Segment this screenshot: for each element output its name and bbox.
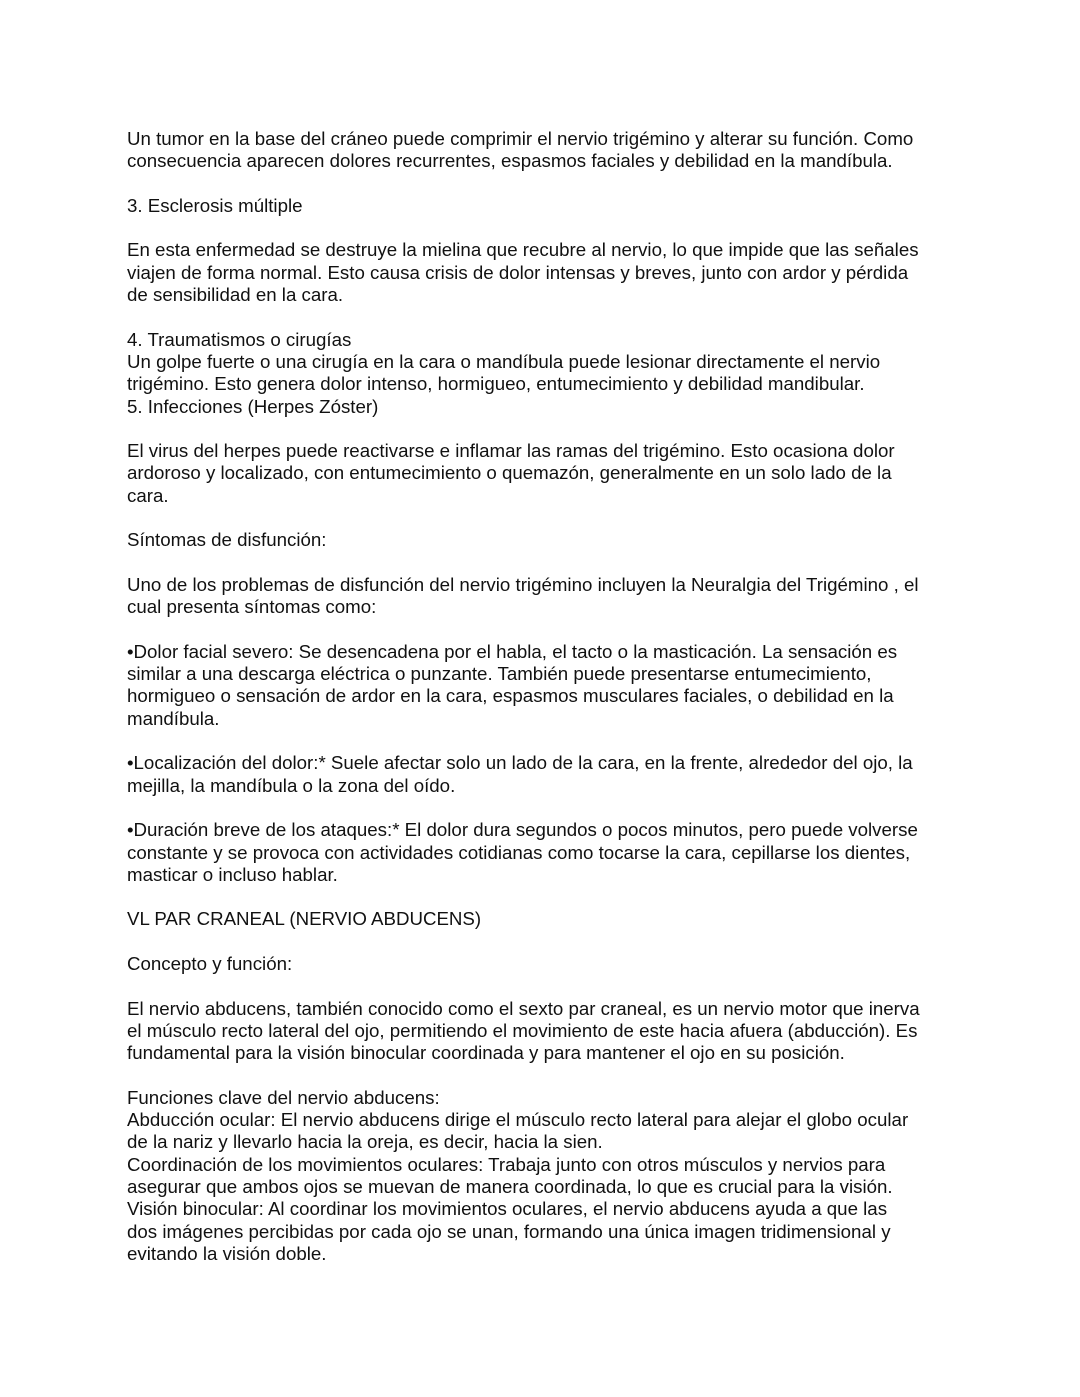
text-line: Funciones clave del nervio abducens: [127,1086,440,1108]
paragraph [127,329,1007,418]
text-line: el músculo recto lateral del ojo, permitiendo el movimiento de este hacia afuera (abducción). Es [127,1019,918,1041]
paragraph [127,195,1007,217]
paragraph [127,128,1007,173]
paragraph [127,752,1007,797]
text-line: viajen de forma normal. Esto causa crisis de dolor intensas y breves, junto con ardor y pérdida [127,261,909,283]
text-line: masticar o incluso hablar. [127,863,338,885]
paragraph [127,574,1007,619]
text-line: Síntomas de disfunción: [127,529,327,551]
text-line: 5. Infecciones (Herpes Zóster) [127,395,379,417]
text-line: asegurar que ambos ojos se muevan de manera coordinada, lo que es crucial para la visión. [127,1175,893,1197]
document-page [127,128,1007,1287]
text-line: El virus del herpes puede reactivarse e inflamar las ramas del trigémino. Esto ocasiona dolor [127,440,895,462]
text-line: Uno de los problemas de disfunción del nervio trigémino incluyen la Neuralgia del Trigémino , el [127,573,919,595]
text-line: Un golpe fuerte o una cirugía en la cara o mandíbula puede lesionar directamente el nervio [127,350,881,372]
paragraph [127,998,1007,1065]
text-line: •Duración breve de los ataques:* El dolor dura segundos o pocos minutos, pero puede volverse [127,819,918,841]
text-line: Abducción ocular: El nervio abducens dirige el músculo recto lateral para alejar el globo ocular [127,1109,909,1131]
text-line: El nervio abducens, también conocido como el sexto par craneal, es un nervio motor que inerva [127,997,920,1019]
text-line: •Localización del dolor:* Suele afectar solo un lado de la cara, en la frente, alrededor del ojo, la [127,752,913,774]
text-line: similar a una descarga eléctrica o punzante. También puede presentarse entumecimiento, [127,663,872,685]
text-line: mejilla, la mandíbula o la zona del oído. [127,774,456,796]
text-line: consecuencia aparecen dolores recurrentes, espasmos faciales y debilidad en la mandíbula. [127,150,893,172]
text-line: dos imágenes percibidas por cada ojo se unan, formando una única imagen tridimensional y [127,1220,891,1242]
text-line: cual presenta síntomas como: [127,596,377,618]
text-line: Coordinación de los movimientos oculares: Trabaja junto con otros músculos y nervios para [127,1153,886,1175]
paragraph [127,529,1007,551]
text-line: hormigueo o sensación de ardor en la cara, espasmos musculares faciales, o debilidad en la [127,685,894,707]
paragraph [127,239,1007,306]
paragraph [127,1087,1007,1265]
text-line: 4. Traumatismos o cirugías [127,328,352,350]
text-line: Concepto y función: [127,952,293,974]
text-line: ardoroso y localizado, con entumecimiento o quemazón, generalmente en un solo lado de la [127,462,892,484]
paragraph [127,908,1007,930]
paragraph [127,440,1007,507]
paragraph [127,953,1007,975]
paragraph [127,819,1007,886]
text-line: constante y se provoca con actividades cotidianas como tocarse la cara, cepillarse los dientes, [127,841,911,863]
text-line: VL PAR CRANEAL (NERVIO ABDUCENS) [127,908,482,930]
text-line: Visión binocular: Al coordinar los movimientos oculares, el nervio abducens ayuda a que las [127,1198,888,1220]
text-line: 3. Esclerosis múltiple [127,194,303,216]
text-line: cara. [127,484,169,506]
text-line: Un tumor en la base del cráneo puede comprimir el nervio trigémino y alterar su función. Como [127,128,914,149]
text-line: mandíbula. [127,707,220,729]
text-line: evitando la visión doble. [127,1242,327,1264]
text-line: fundamental para la visión binocular coordinada y para mantener el ojo en su posición. [127,1042,845,1064]
text-line: trigémino. Esto genera dolor intenso, hormigueo, entumecimiento y debilidad mandibular. [127,373,865,395]
text-line: •Dolor facial severo: Se desencadena por el habla, el tacto o la masticación. La sensación es [127,640,898,662]
paragraph [127,641,1007,730]
text-line: En esta enfermedad se destruye la mielina que recubre al nervio, lo que impide que las señales [127,239,919,261]
text-line: de sensibilidad en la cara. [127,284,344,306]
text-line: de la nariz y llevarlo hacia la oreja, es decir, hacia la sien. [127,1131,603,1153]
